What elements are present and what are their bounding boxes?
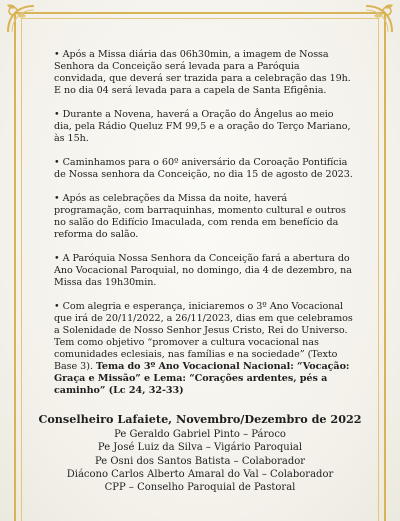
signature-block [0, 412, 400, 494]
ornament-corner-icon [4, 2, 38, 36]
ornament-corner-icon [362, 2, 396, 36]
announcement-item: • A Paróquia Nossa Senhora da Conceição fará a abertura do Ano Vocacional Paroquial, no domingo, dia 4 de dezembro, na Missa das 19h30min. [54, 253, 352, 288]
signature-line: Pe José Luiz da Silva – Vigário Paroquial [97, 442, 303, 454]
announcement-item-vocational-year [54, 301, 354, 397]
announcement-item: • Após a Missa diária das 06h30min, a imagem de Nossa Senhora da Conceição será levada para a Paróquia convidada, que deverá ser trazida para a celebração das 19h. E no dia 04 será levada para a capela de Santa Efigênia. [54, 49, 351, 96]
signature-title: Conselheiro Lafaiete, Novembro/Dezembro de 2022 [38, 412, 362, 426]
signature-line: Pe Osni dos Santos Batista – Colaborador [94, 455, 306, 467]
signature-line: CPP – Conselho Paroquial de Pastoral [104, 482, 296, 494]
announcement-text: • Com alegria e esperança, iniciaremos o 3º Ano Vocacional que irá de 20/11/2022, a 26/11/2023, dias em que celebramos a Solenidade de Nosso Senhor Jesus Cristo, Rei do Universo. Tem como objetivo “promover a cultura vocacional nas comunidades eclesiais, nas famílias e na sociedade” (Texto Base 3). [54, 301, 353, 372]
announcement-list [54, 49, 354, 409]
announcement-item: • Caminhamos para o 60º aniversário da Coroação Pontifícia de Nossa senhora da Conceição, no dia 15 de agosto de 2023. [54, 157, 353, 180]
signature-line: Pe Geraldo Gabriel Pinto – Pároco [114, 429, 286, 440]
signature-line: Diácono Carlos Alberto Amaral do Val – Colaborador [66, 468, 334, 480]
announcement-item: • Durante a Novena, haverá a Oração do Ângelus ao meio dia, pela Rádio Queluz FM 99,5 e a oração do Terço Mariano, às 15h. [54, 109, 351, 144]
announcement-item: • Após as celebrações da Missa da noite, haverá programação, com barraquinhas, momento cultural e outros no salão do Edifício Imaculada, com renda em benefício da reforma do salão. [54, 193, 346, 240]
vocational-theme-text: Tema do 3º Ano Vocacional Nacional: “Vocação: Graça e Missão” e Lema: “Corações ardentes, pés a caminho” (Lc 24, 32-33) [54, 361, 350, 396]
